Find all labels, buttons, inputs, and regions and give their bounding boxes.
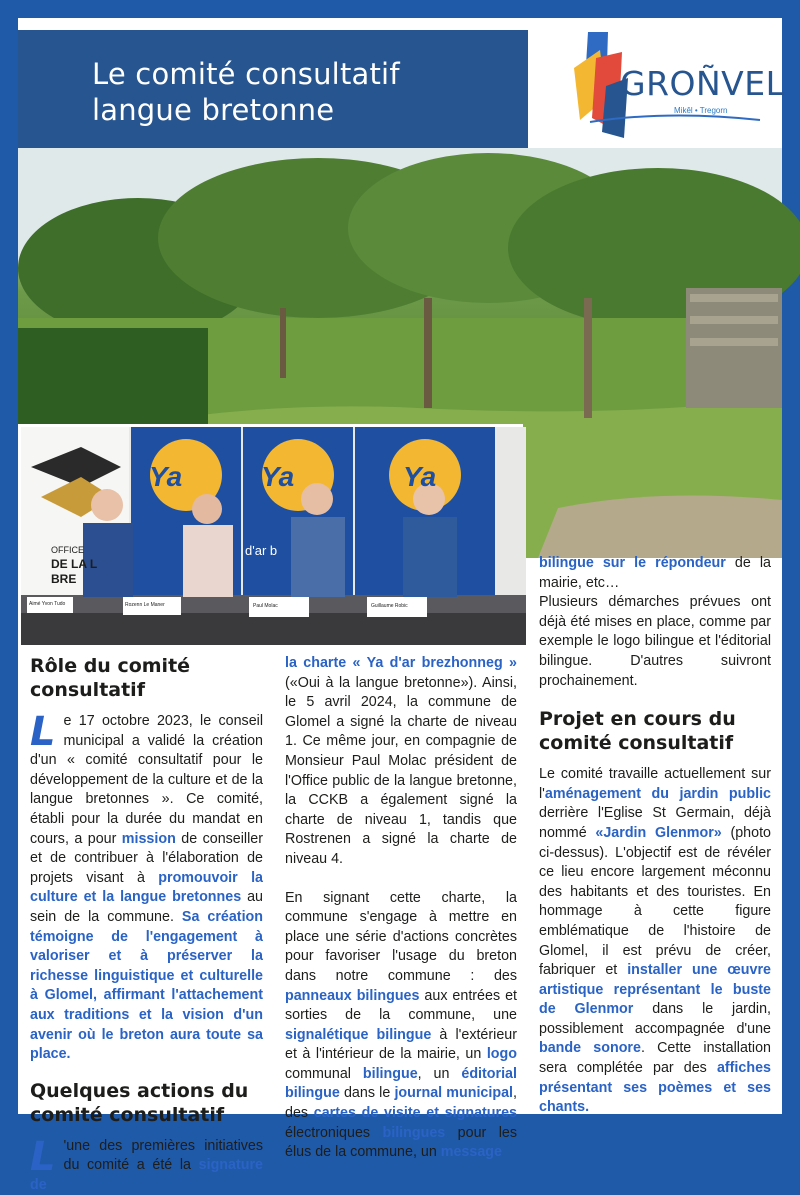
heading-actions: Quelques actions du comité consultatif (30, 1079, 249, 1126)
page-title (92, 56, 528, 128)
name-card-1: Aimé Yvon Tudo (29, 601, 66, 607)
banner-slogan: d'ar b (245, 543, 278, 558)
heading-role: Rôle du comité consultatif (30, 655, 191, 701)
paragraph-role: Le 17 octobre 2023, le conseil municipal a validé la création d'un « comité consultatif pour le développement de la culture et de la langue bretonnes ». Ce comité, établi pour la durée du mandat en cours, a pour mission de conseiller et de contribuer à l'élaboration de projets visant à promouvoir la culture et la langue bretonnes au sein de la commune. Sa création témoigne de l'engagement à valoriser et à préserver la richesse linguistique et culturelle à Glomel, affirmant l'attachement aux traditions et la vision d'un avenir où le breton aura toute sa place. (30, 709, 264, 1063)
dropcap-l-2: L (30, 1133, 56, 1180)
paragraph-answerphone: bilingue sur le répondeur de la mairie, etc… (539, 555, 771, 591)
signing-scene (21, 427, 526, 645)
signing-photo (18, 424, 523, 642)
office-sign-line-3: BRE (51, 572, 77, 586)
name-card-4: Guillaume Robic (371, 603, 408, 609)
paragraph-charter: la charte « Ya d'ar brezhonneg » («Oui à la langue bretonne»). Ainsi, le 5 avril 2024, la commune de Glomel a signé la charte de niveau 1. Ce même jour, en compagnie de Monsieur Paul Molac président de l'Office public de la langue bretonne, la CCKB a également signé la charte de niveau 1, tandis que Rostrenen a signé la charte de niveau 4. (285, 655, 517, 867)
name-card-2: Rozenn Le Maner (125, 602, 165, 608)
heading-project: Projet en cours du comité consultatif (539, 708, 736, 755)
banner-ya-2: Ya (261, 461, 295, 492)
column-1 (30, 654, 263, 1195)
title-line-2: langue bretonne (92, 93, 335, 127)
name-card-3: Paul Molac (253, 603, 278, 609)
banner-ya-1: Ya (149, 461, 183, 492)
municipal-logo (566, 28, 785, 148)
paragraph-actions-start: L 'une des premières initiatives du comité a été la signature de (30, 1133, 263, 1193)
dropcap-l-1: L (30, 709, 56, 755)
logo-swoosh-icon (588, 112, 763, 126)
office-sign-line-1: OFFICE (51, 545, 84, 555)
paragraph-steps: Plusieurs démarches prévues ont déjà été mises en place, comme par exemple le logo bilingue et l'éditorial bilingue. D'autres suivront prochainement. (539, 594, 771, 689)
newsletter-page (18, 18, 785, 1193)
column-2 (285, 654, 517, 1163)
banner-ya-3: Ya (403, 461, 437, 492)
logo-name: GROÑVEL (620, 64, 785, 103)
paragraph-commitments: En signant cette charte, la commune s'engage à mettre en place une série d'actions concrètes pour favoriser l'usage du breton dans notre commune : des panneaux bilingues aux entrées et sorties de la commune, une signalétique bilingue à l'extérieur et à l'intérieur de la mairie, un logo communal bilingue, un éditorial bilingue dans le journal municipal, des cartes de visite et signatures électroniques bilingues pour les élus de la commune, un message (285, 889, 518, 1161)
logo-tagline: Mikêl • Tregorn (674, 106, 728, 115)
title-banner (18, 30, 528, 148)
title-line-1: Le comité consultatif (92, 57, 400, 91)
office-sign-line-2: DE LA L (51, 557, 98, 571)
column-3 (539, 554, 771, 1118)
paragraph-project: Le comité travaille actuellement sur l'aménagement du jardin public derrière l'Eglise St Germain, déjà nommé «Jardin Glenmor» (photo ci-dessus). L'objectif est de révéler ce lieu encore largement méconnu des habitants et des touristes. En hommage à cette figure emblématique de l'histoire de Glomel, il est prévu de créer, fabriquer et installer une œuvre artistique représentant le buste de Glenmor dans le jardin, possiblement accompagnée d'une bande sonore. Cette installation sera complétée par des affiches présentant ses poèmes et ses chants. (539, 766, 771, 1116)
